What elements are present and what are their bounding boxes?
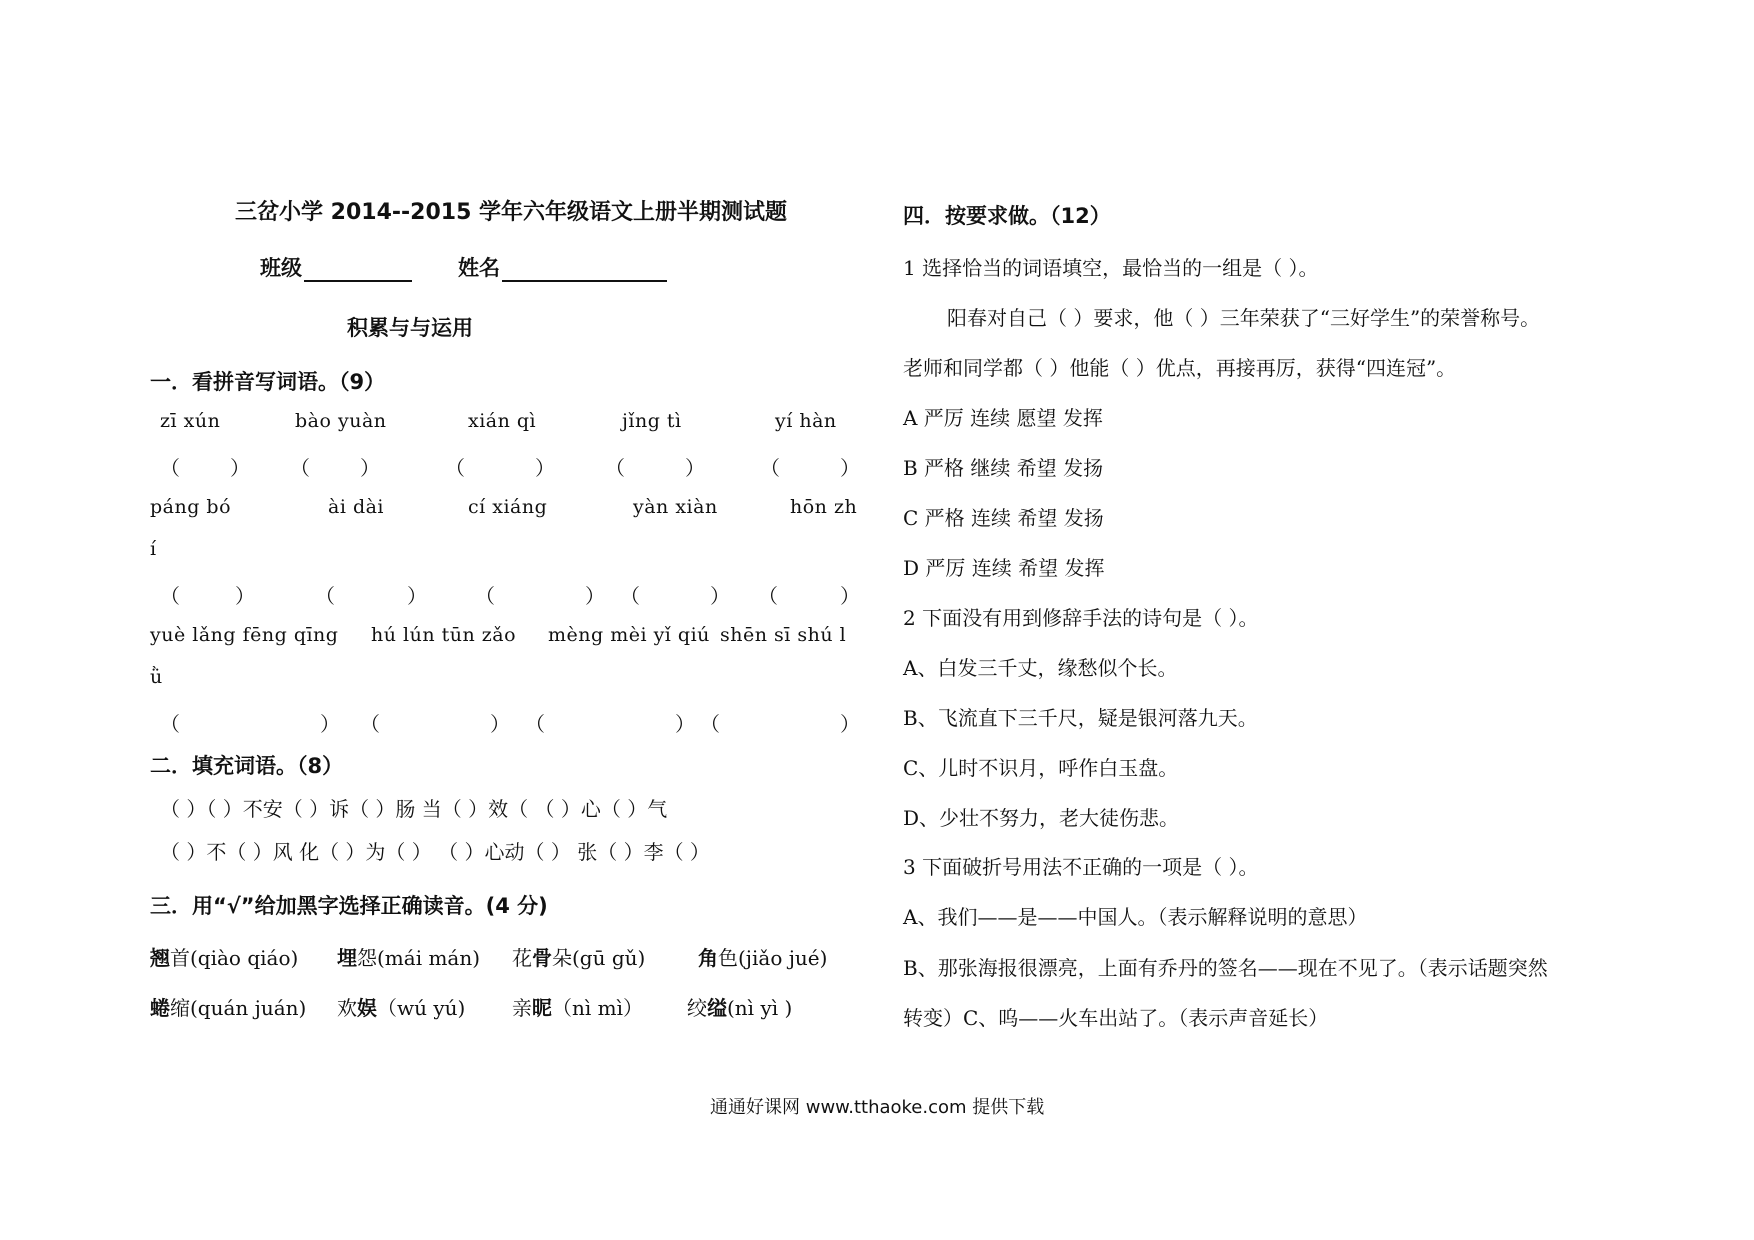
question-2-option-b[interactable]: B、飞流直下三千尺，疑是银河落九天。 xyxy=(903,706,1258,730)
pinyin-2-5-wrap: í xyxy=(150,538,157,560)
question-1-option-b[interactable]: B 严格 继续 希望 发扬 xyxy=(903,456,1104,480)
answer-blank-3-4[interactable]: （ ） xyxy=(700,712,860,736)
answer-blank-2-4[interactable]: （ ） xyxy=(620,584,730,608)
pronunciation-item-5[interactable]: 蜷缩(quán juán) xyxy=(150,996,307,1020)
answer-blank-2-2[interactable]: （ ） xyxy=(315,584,427,608)
pronunciation-item-2[interactable]: 埋怨(mái mán) xyxy=(337,946,481,970)
question-2-option-d[interactable]: D、少壮不努力，老大徒伤悲。 xyxy=(903,806,1180,830)
answer-blank-1-5[interactable]: （ ） xyxy=(760,456,860,480)
answer-blank-1-3[interactable]: （ ） xyxy=(445,456,555,480)
section-subtitle: 积累与与运用 xyxy=(347,316,473,340)
class-label: 班级 xyxy=(260,256,302,280)
section2-heading: 二．填充词语。（8） xyxy=(150,754,344,778)
question-1-option-a[interactable]: A 严厉 连续 愿望 发挥 xyxy=(903,406,1103,430)
answer-blank-1-1[interactable]: （ ） xyxy=(160,456,250,480)
question-1-text-1[interactable]: 阳春对自己（ ）要求，他（ ）三年荣获了“三好学生”的荣誉称号。 xyxy=(947,306,1541,330)
section1-heading: 一．看拼音写词语。（9） xyxy=(150,370,386,394)
fill-line-1[interactable]: （ ）（ ）不安（ ）诉（ ）肠 当（ ）效（ （ ）心（ ）气 xyxy=(160,797,668,821)
pinyin-2-3: cí xiáng xyxy=(468,496,548,518)
fill-line-2[interactable]: （ ）不（ ）风 化（ ）为（ ） （ ）心动（ ） 张（ ）李（ ） xyxy=(160,840,710,864)
pronunciation-item-1[interactable]: 翘首(qiào qiáo) xyxy=(150,946,299,970)
pinyin-1-5: yí hàn xyxy=(775,410,837,432)
pinyin-1-3: xián qì xyxy=(468,410,537,432)
class-field xyxy=(260,252,412,282)
question-3-option-b-cont[interactable]: 转变）C、呜——火车出站了。（表示声音延长） xyxy=(903,1006,1329,1030)
pinyin-1-1: zī xún xyxy=(160,410,221,432)
pinyin-1-2: bào yuàn xyxy=(295,410,387,432)
pinyin-1-4: jǐng tì xyxy=(622,410,682,432)
answer-blank-2-3[interactable]: （ ） xyxy=(475,584,605,608)
pronunciation-item-3[interactable]: 花骨朵(gū gǔ) xyxy=(512,946,646,970)
question-2-option-c[interactable]: C、儿时不识月，呼作白玉盘。 xyxy=(903,756,1179,780)
pinyin-3-2: hú lún tūn zǎo xyxy=(371,624,517,646)
class-blank[interactable] xyxy=(304,258,412,282)
answer-blank-1-2[interactable]: （ ） xyxy=(290,456,380,480)
question-3: 3 下面破折号用法不正确的一项是（ ）。 xyxy=(903,855,1259,879)
exam-title: 三岔小学 2014--2015 学年六年级语文上册半期测试题 xyxy=(235,200,788,225)
question-2-option-a[interactable]: A、白发三千丈，缘愁似个长。 xyxy=(903,656,1178,680)
answer-blank-3-2[interactable]: （ ） xyxy=(360,712,510,736)
question-3-option-b[interactable]: B、那张海报很漂亮，上面有乔丹的签名——现在不见了。（表示话题突然 xyxy=(903,956,1548,980)
question-1-option-c[interactable]: C 严格 连续 希望 发扬 xyxy=(903,506,1104,530)
section3-heading: 三．用“√”给加黑字选择正确读音。(4 分) xyxy=(150,894,548,918)
question-1-option-d[interactable]: D 严厉 连续 希望 发挥 xyxy=(903,556,1105,580)
pronunciation-item-6[interactable]: 欢娱（wú yú) xyxy=(337,996,466,1020)
answer-blank-1-4[interactable]: （ ） xyxy=(605,456,705,480)
question-1: 1 选择恰当的词语填空，最恰当的一组是（ ）。 xyxy=(903,256,1319,280)
pinyin-2-5: hōn zh xyxy=(790,496,858,518)
pinyin-3-4: shēn sī shú l xyxy=(720,624,847,646)
name-field xyxy=(458,252,667,282)
question-2: 2 下面没有用到修辞手法的诗句是（ ）。 xyxy=(903,606,1259,630)
question-3-option-a[interactable]: A、我们——是——中国人。（表示解释说明的意思） xyxy=(903,905,1368,929)
pinyin-3-4-wrap: ǜ xyxy=(150,666,163,688)
pronunciation-item-4[interactable]: 角色(jiǎo jué) xyxy=(698,946,828,970)
answer-blank-2-1[interactable]: （ ） xyxy=(160,584,255,608)
pronunciation-item-8[interactable]: 绞缢(nì yì ) xyxy=(687,996,793,1020)
page-footer: 通通好课网 www.tthaoke.com 提供下载 xyxy=(710,1097,1045,1118)
pronunciation-item-7[interactable]: 亲昵（nì mì） xyxy=(512,996,643,1020)
answer-blank-3-3[interactable]: （ ） xyxy=(525,712,695,736)
section4-heading: 四．按要求做。（12） xyxy=(903,204,1111,228)
pinyin-3-3: mèng mèi yǐ qiú xyxy=(548,624,710,646)
question-1-text-2[interactable]: 老师和同学都（ ）他能（ ）优点，再接再厉，获得“四连冠”。 xyxy=(903,356,1457,380)
pinyin-2-4: yàn xiàn xyxy=(633,496,718,518)
answer-blank-2-5[interactable]: （ ） xyxy=(758,584,860,608)
pinyin-2-2: ài dài xyxy=(328,496,385,518)
name-label: 姓名 xyxy=(458,256,500,280)
name-blank[interactable] xyxy=(502,258,667,282)
pinyin-3-1: yuè lǎng fēng qīng xyxy=(150,624,339,646)
answer-blank-3-1[interactable]: （ ） xyxy=(160,712,340,736)
pinyin-2-1: páng bó xyxy=(150,496,232,518)
